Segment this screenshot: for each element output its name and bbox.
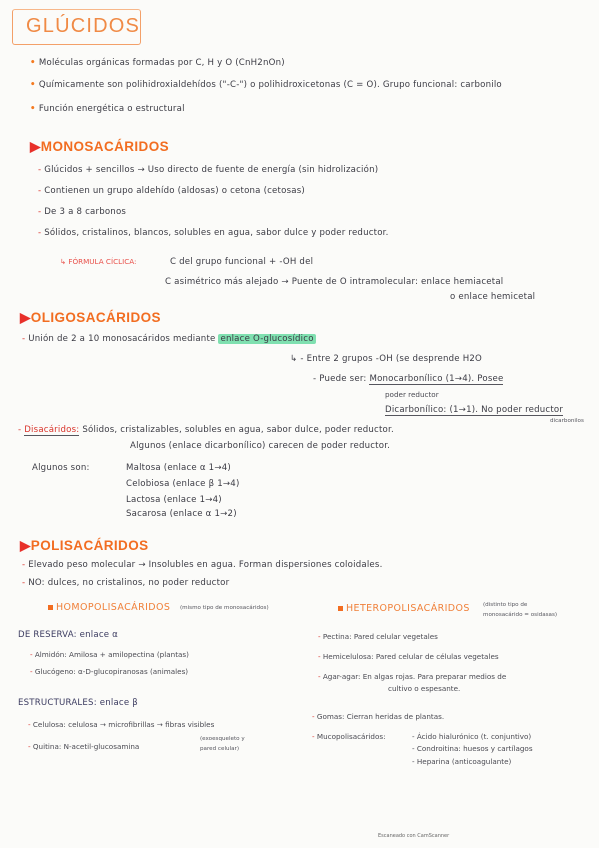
intro-line-3: • Función energética o estructural <box>30 104 185 114</box>
homo-estructurales: ESTRUCTURALES: enlace β <box>18 698 138 708</box>
disacaridos-line: Algunos (enlace dicarbonílico) carecen de poder reductor. <box>130 441 391 451</box>
formula-line: C del grupo funcional + -OH del <box>170 257 314 267</box>
hetero-item: - Hemicelulosa: Pared celular de células vegetales <box>318 652 499 661</box>
footer-scanner-note: Escaneado con CamScanner <box>378 833 450 839</box>
oligo-detail: Dicarbonílico: (1→1). No poder reductor <box>385 405 564 415</box>
homo-item: - Almidón: Amilosa + amilopectina (plantas) <box>30 650 189 659</box>
formula-line: o enlace hemicetal <box>450 292 536 302</box>
bullet-icon: • <box>30 58 39 68</box>
bullet-icon: • <box>30 104 39 114</box>
oligo-detail: ↳ - Entre 2 grupos -OH (se desprende H2O <box>290 354 483 364</box>
polisacaridos-heading: ▶POLISACÁRIDOS <box>20 538 149 553</box>
oligo-item: - Unión de 2 a 10 monosacáridos mediante enlace O-glucosídico <box>22 334 314 344</box>
homo-note: pared celular) <box>200 746 240 752</box>
hetero-note: (distinto tipo de <box>483 602 528 608</box>
oligo-detail: - Puede ser: Monocarbonílico (1→4). Posee <box>313 374 504 384</box>
hetero-item: - Gomas: Cierran heridas de plantas. <box>312 712 445 721</box>
hetero-item: - Agar-agar: En algas rojas. Para preparar medios de <box>318 672 507 681</box>
hetero-heading: HETEROPOLISACÁRIDOS <box>338 603 470 614</box>
monosacaridos-heading: ▶MONOSACÁRIDOS <box>30 139 169 154</box>
homo-reserva: DE RESERVA: enlace α <box>18 630 119 640</box>
arrow-marker-icon: ▶ <box>30 139 41 154</box>
bullet-icon: • <box>30 80 39 90</box>
muco-item: - Condroitina: huesos y cartílagos <box>412 744 533 753</box>
highlighted-term: enlace O-glucosídico <box>220 334 314 344</box>
homo-item: - Celulosa: celulosa → microfibrillas → fibras visibles <box>28 720 215 729</box>
oligo-detail: poder reductor <box>385 390 439 399</box>
muco-item: - Ácido hialurónico (t. conjuntivo) <box>412 732 532 741</box>
hetero-item: - Pectina: Pared celular vegetales <box>318 632 438 641</box>
homo-note: (exoesqueleto y <box>200 736 245 742</box>
examples-label: Algunos son: <box>32 463 90 473</box>
mono-item: - Glúcidos + sencillos → Uso directo de fuente de energía (sin hidrolización) <box>38 165 379 175</box>
example-item: Lactosa (enlace 1→4) <box>126 495 222 505</box>
square-marker-icon <box>338 606 343 611</box>
corner-arrow-icon: ↳ - <box>290 354 307 364</box>
homo-item: - Glucógeno: α-D-glucopiranosas (animales) <box>30 667 189 676</box>
example-item: Celobiosa (enlace β 1→4) <box>126 479 240 489</box>
oligosacaridos-heading: ▶OLIGOSACÁRIDOS <box>20 310 161 325</box>
intro-line-2: • Químicamente son polihidroxialdehídos ("-C-") o polihidroxicetonas (C = O). Grupo funcional: carbonilo <box>30 80 502 90</box>
poly-item: - NO: dulces, no cristalinos, no poder reductor <box>22 578 230 588</box>
arrow-marker-icon: ▶ <box>20 310 31 325</box>
hetero-note: monosacárido = osidasas) <box>483 612 558 618</box>
square-marker-icon <box>48 605 53 610</box>
formula-line: C asimétrico más alejado → Puente de O intramolecular: enlace hemiacetal <box>165 277 504 287</box>
poly-item: - Elevado peso molecular → Insolubles en agua. Forman dispersiones coloidales. <box>22 560 383 570</box>
mono-item: - Contienen un grupo aldehído (aldosas) o cetona (cetosas) <box>38 186 305 196</box>
hetero-item: - Mucopolisacáridos: <box>312 732 386 741</box>
muco-item: - Heparina (anticoagulante) <box>412 757 512 766</box>
oligo-note: dicarbonilos <box>550 418 584 424</box>
formula-label: ↳ FÓRMULA CÍCLICA: <box>60 257 137 266</box>
disacaridos-line: - Disacáridos: Sólidos, cristalizables, solubles en agua, sabor dulce, poder reductor. <box>18 425 394 435</box>
corner-arrow-icon: ↳ <box>60 257 69 266</box>
hetero-item: cultivo o espesante. <box>388 684 461 693</box>
example-item: Sacarosa (enlace α 1→2) <box>126 509 237 519</box>
example-item: Maltosa (enlace α 1→4) <box>126 463 231 473</box>
homo-item: - Quitina: N-acetil-glucosamina <box>28 742 140 751</box>
homo-note: (mismo tipo de monosacáridos) <box>180 605 269 611</box>
homo-heading: HOMOPOLISACÁRIDOS <box>48 602 170 613</box>
page-title: GLÚCIDOS <box>26 15 141 37</box>
intro-line-1: • Moléculas orgánicas formadas por C, H y O (CnH2nOn) <box>30 58 285 68</box>
arrow-marker-icon: ▶ <box>20 538 31 553</box>
mono-item: - Sólidos, cristalinos, blancos, solubles en agua, sabor dulce y poder reductor. <box>38 228 389 238</box>
mono-item: - De 3 a 8 carbonos <box>38 207 127 217</box>
